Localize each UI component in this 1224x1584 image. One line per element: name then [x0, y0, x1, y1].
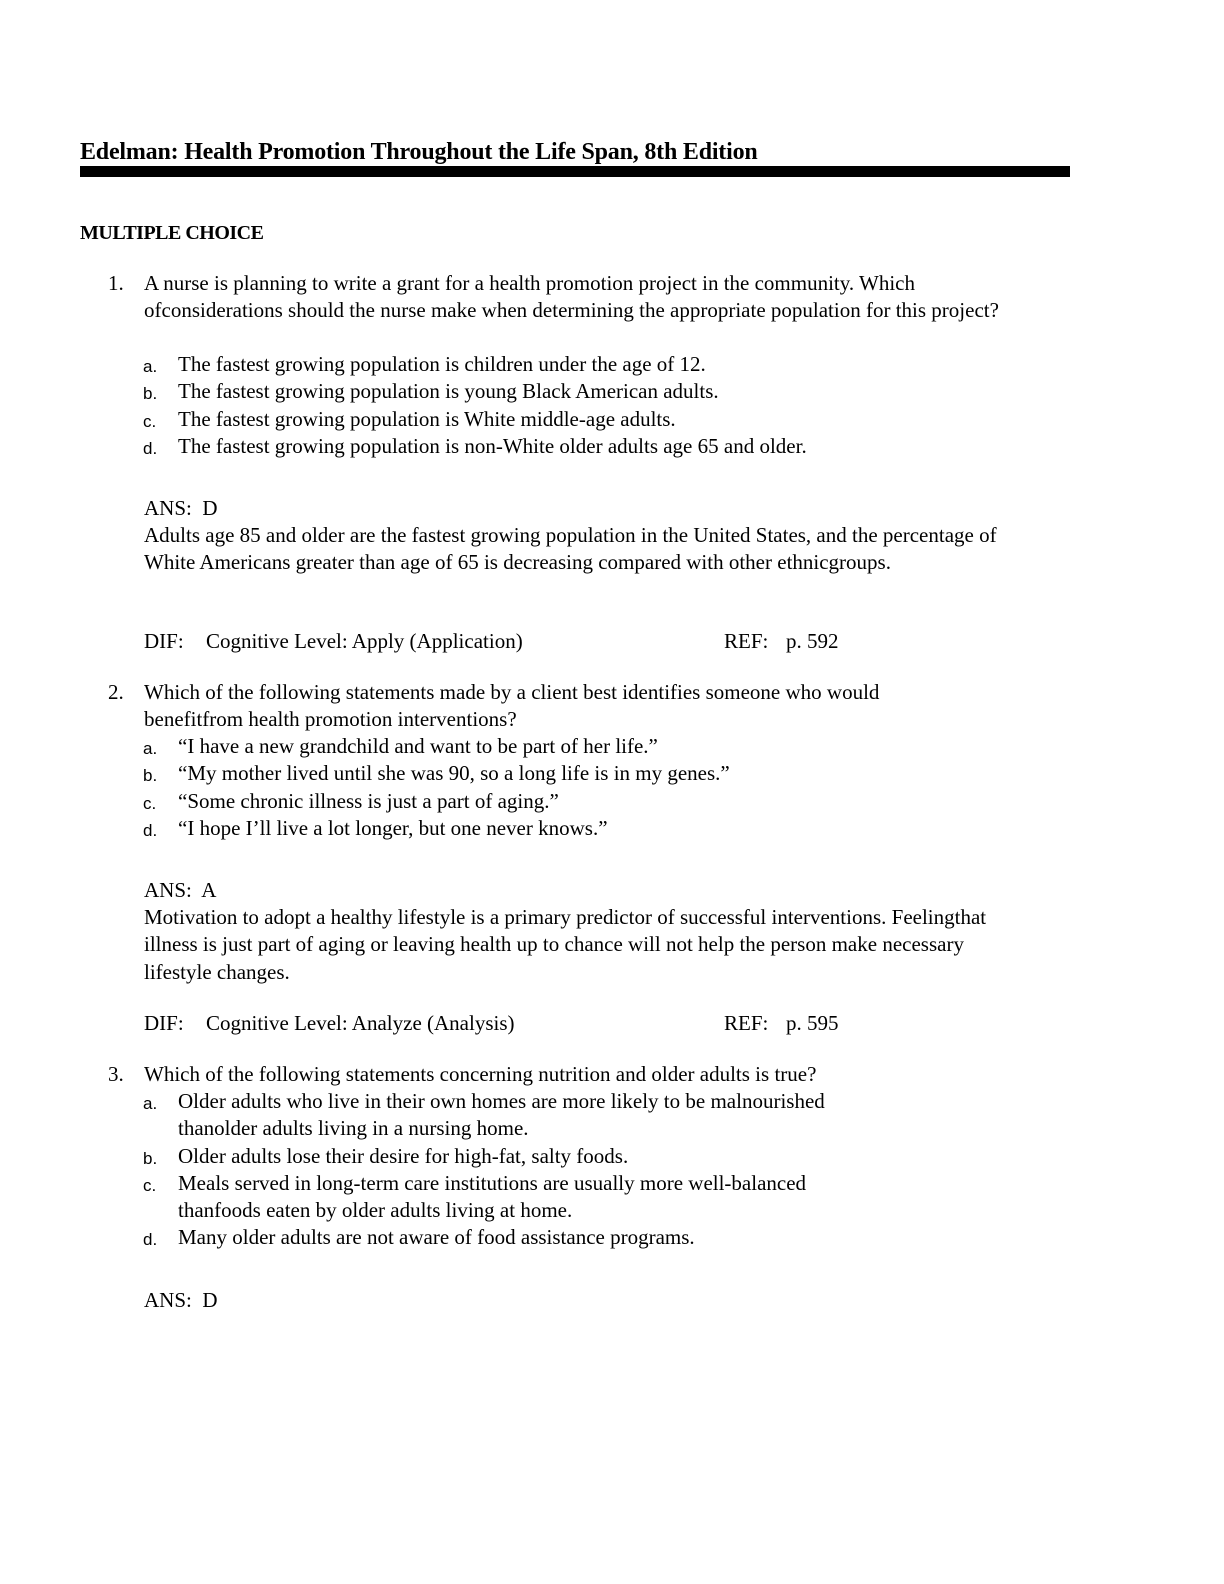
option-text: The fastest growing population is children under the age of 12.: [178, 352, 706, 376]
ref-label: REF:: [724, 629, 769, 653]
option-text: Meals served in long-term care institutions are usually more well-balanced thanfoods eaten by older adults living at home.: [178, 1170, 807, 1223]
option-c: [0, 406, 1224, 433]
option-text: “Some chronic illness is just a part of aging.”: [178, 788, 559, 813]
question-text: Which of the following statements made by a client best identifies someone who would benefitfrom health promotion interventions?: [144, 680, 880, 732]
option-a: [0, 1088, 1224, 1143]
answer-value: A: [201, 878, 217, 902]
option-text: The fastest growing population is White middle-age adults.: [178, 406, 676, 431]
answer-line: [144, 495, 218, 522]
option-d: [0, 815, 1224, 842]
answer-label: ANS:: [144, 1288, 192, 1312]
option-letter: a.: [143, 739, 158, 758]
option-c: [0, 788, 1224, 815]
dif-value: Cognitive Level: Analyze (Analysis): [206, 1011, 515, 1035]
rationale-text: Motivation to adopt a healthy lifestyle is a primary predictor of successful interventions. Feelingthat illness is just part of aging or leaving health up to chance will not help the person make necessary lifestyle changes.: [144, 905, 987, 984]
option-letter: b.: [143, 1148, 158, 1168]
option-letter: b.: [143, 766, 158, 786]
answer-line: [144, 1287, 218, 1314]
question-1-options: [0, 351, 1224, 460]
question-number: 1.: [108, 271, 124, 295]
answer-line: [144, 877, 216, 904]
option-letter: d.: [143, 438, 158, 458]
question-text: Which of the following statements concerning nutrition and older adults is true?: [144, 1062, 817, 1086]
question-text: A nurse is planning to write a grant for a health promotion project in the community. Which ofconsiderations should the nurse make when determining the appropriate population for this project?: [144, 271, 999, 323]
option-d: [0, 1224, 1224, 1251]
title-rule: [80, 166, 1070, 177]
option-b: [0, 760, 1224, 787]
answer-value: D: [202, 1288, 218, 1312]
section-heading: MULTIPLE CHOICE: [80, 222, 264, 244]
option-letter: a.: [143, 1094, 158, 1113]
option-letter: a.: [143, 357, 158, 376]
option-text: “I hope I’ll live a lot longer, but one never knows.”: [178, 815, 608, 840]
option-text: Older adults lose their desire for high-fat, salty foods.: [178, 1143, 629, 1168]
question-number: 2.: [108, 680, 124, 704]
option-a: [0, 351, 1224, 378]
dif-label: DIF:: [144, 629, 184, 653]
option-letter: b.: [143, 384, 158, 404]
difficulty: [144, 628, 523, 655]
dif-label: DIF:: [144, 1011, 184, 1035]
ref-value: p. 595: [786, 1011, 839, 1035]
option-letter: c.: [143, 1175, 157, 1195]
option-letter: c.: [143, 793, 157, 813]
option-b: [0, 378, 1224, 405]
ref-label: REF:: [724, 1011, 769, 1035]
option-letter: c.: [143, 411, 157, 431]
option-text: “I have a new grandchild and want to be part of her life.”: [178, 734, 658, 758]
question-number: 3.: [108, 1062, 124, 1086]
document-title: Edelman: Health Promotion Throughout the Life Span, 8th Edition: [80, 139, 758, 165]
question-3-options: [0, 1088, 1224, 1252]
option-a: [0, 733, 1224, 760]
ref-value: p. 592: [786, 629, 839, 653]
reference: [724, 1010, 839, 1037]
answer-label: ANS:: [144, 878, 192, 902]
option-text: Many older adults are not aware of food assistance programs.: [178, 1225, 695, 1250]
dif-value: Cognitive Level: Apply (Application): [206, 629, 523, 653]
option-text: The fastest growing population is young Black American adults.: [178, 379, 719, 404]
question-2-options: [0, 733, 1224, 842]
option-c: [0, 1170, 1224, 1225]
difficulty: [144, 1010, 515, 1037]
option-text: Older adults who live in their own homes are more likely to be malnourished thanolder adults living in a nursing home.: [178, 1089, 825, 1141]
reference: [724, 628, 839, 655]
option-d: [0, 433, 1224, 460]
option-letter: d.: [143, 820, 158, 840]
option-letter: d.: [143, 1230, 158, 1250]
option-b: [0, 1143, 1224, 1170]
option-text: “My mother lived until she was 90, so a long life is in my genes.”: [178, 761, 730, 786]
answer-value: D: [202, 496, 218, 520]
option-text: The fastest growing population is non-White older adults age 65 and older.: [178, 433, 807, 458]
rationale-text: Adults age 85 and older are the fastest growing population in the United States, and the percentage of White Americans greater than age of 65 is decreasing compared with other ethnicgroups.: [144, 523, 997, 575]
answer-label: ANS:: [144, 496, 192, 520]
